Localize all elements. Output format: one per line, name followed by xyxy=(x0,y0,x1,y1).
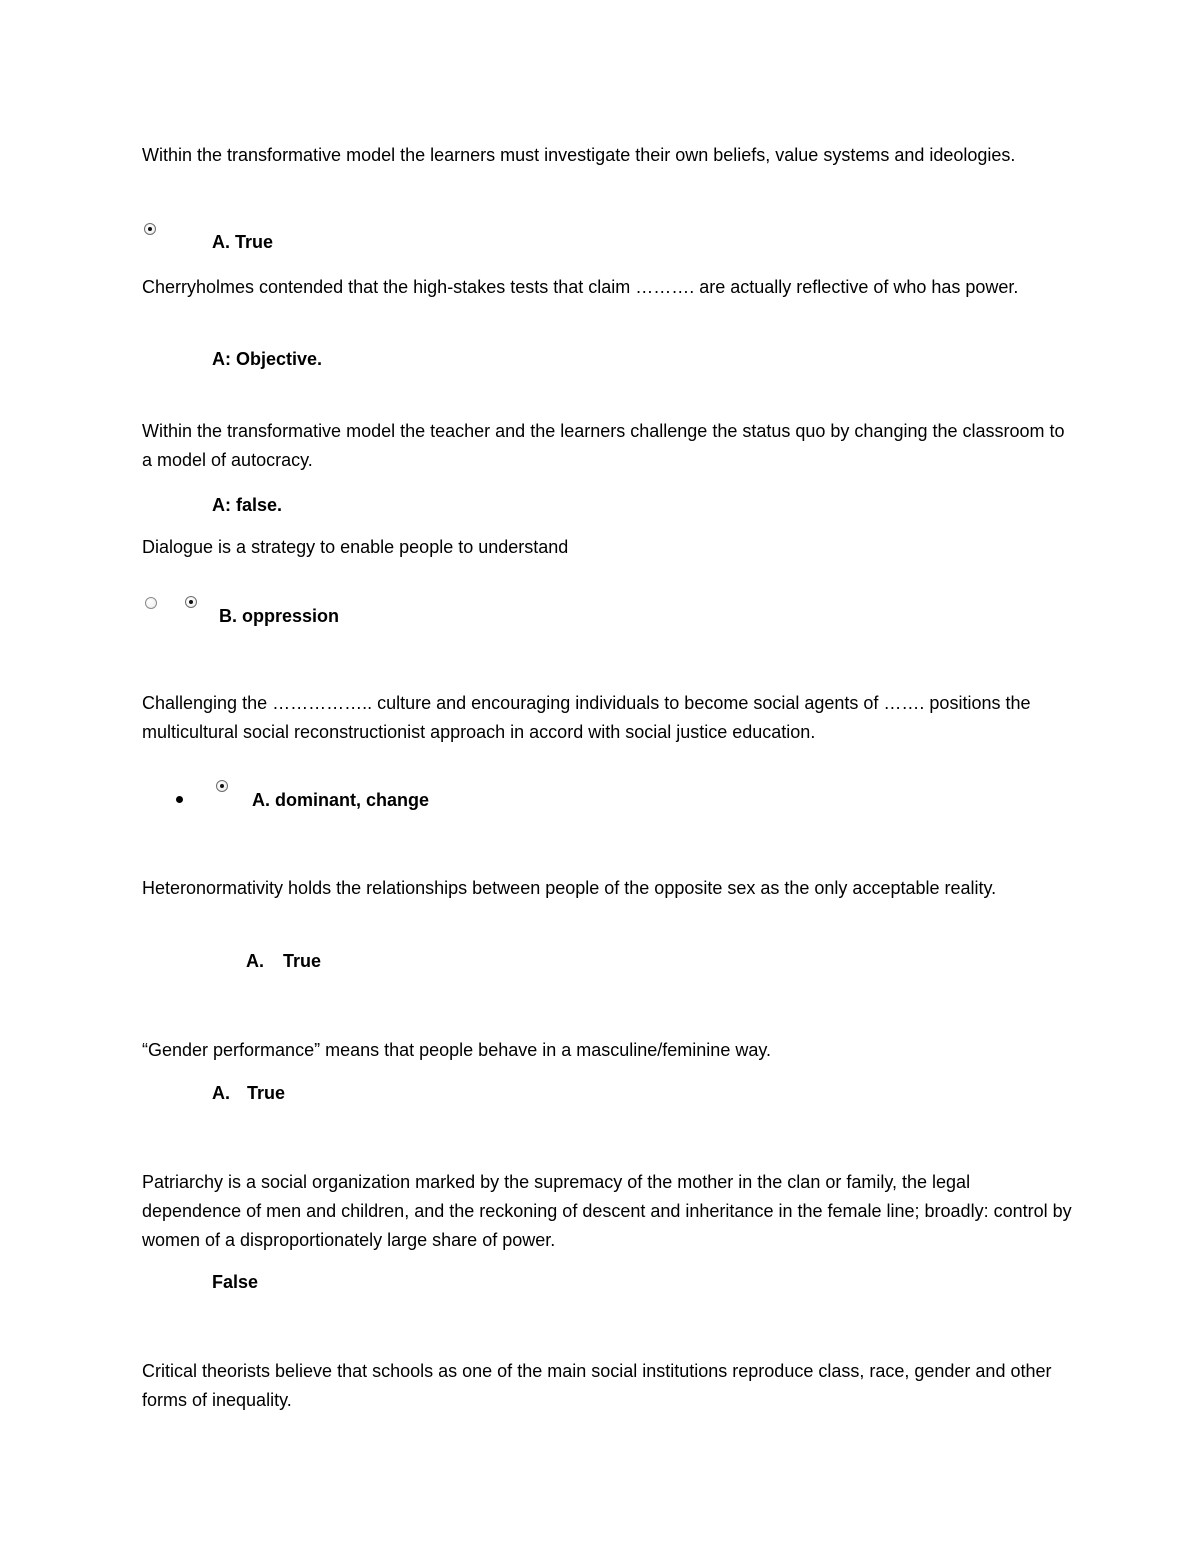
question-6-text: Heteronormativity holds the relationships between people of the opposite sex as the only acceptable reality. xyxy=(142,878,997,898)
question-7-answer-letter: A. xyxy=(212,1083,230,1103)
question-6-answer-value: True xyxy=(283,951,322,971)
question-8-text: Patriarchy is a social organization marked by the supremacy of the mother in the clan or family, the legal dependence of men and children, and the reckoning of descent and inheritance in the female line; broadly: control by women of a disproportionately large share of power. xyxy=(142,1172,1072,1250)
question-1-answer: A. True xyxy=(212,232,274,252)
radio-selected-icon[interactable] xyxy=(216,780,228,792)
question-5-answer: A. dominant, change xyxy=(252,790,430,810)
question-5-text: Challenging the …………….. culture and encouraging individuals to become social agents of ……. positions the multicultural social reconstructionist approach in accord with social justice education. xyxy=(142,693,1031,742)
radio-unselected-icon[interactable] xyxy=(145,597,157,609)
question-3-text: Within the transformative model the teacher and the learners challenge the status quo by changing the classroom to a model of autocracy. xyxy=(142,421,1065,470)
question-2-text: Cherryholmes contended that the high-stakes tests that claim ………. are actually reflective of who has power. xyxy=(142,277,1019,297)
question-9-text: Critical theorists believe that schools as one of the main social institutions reproduce class, race, gender and other forms of inequality. xyxy=(142,1361,1052,1410)
question-4-text: Dialogue is a strategy to enable people to understand xyxy=(142,537,569,557)
question-4-answer: B. oppression xyxy=(219,606,340,626)
radio-selected-icon[interactable] xyxy=(144,223,156,235)
question-1-text: Within the transformative model the learners must investigate their own beliefs, value systems and ideologies. xyxy=(142,145,1016,165)
question-6-answer-letter: A. xyxy=(246,951,264,971)
question-8-answer: False xyxy=(212,1272,259,1292)
question-3-answer: A: false. xyxy=(212,495,283,515)
question-2-answer: A: Objective. xyxy=(212,349,323,369)
radio-selected-icon[interactable] xyxy=(185,596,197,608)
list-bullet xyxy=(176,796,183,803)
question-7-text: “Gender performance” means that people behave in a masculine/feminine way. xyxy=(142,1040,772,1060)
question-7-answer-value: True xyxy=(247,1083,286,1103)
